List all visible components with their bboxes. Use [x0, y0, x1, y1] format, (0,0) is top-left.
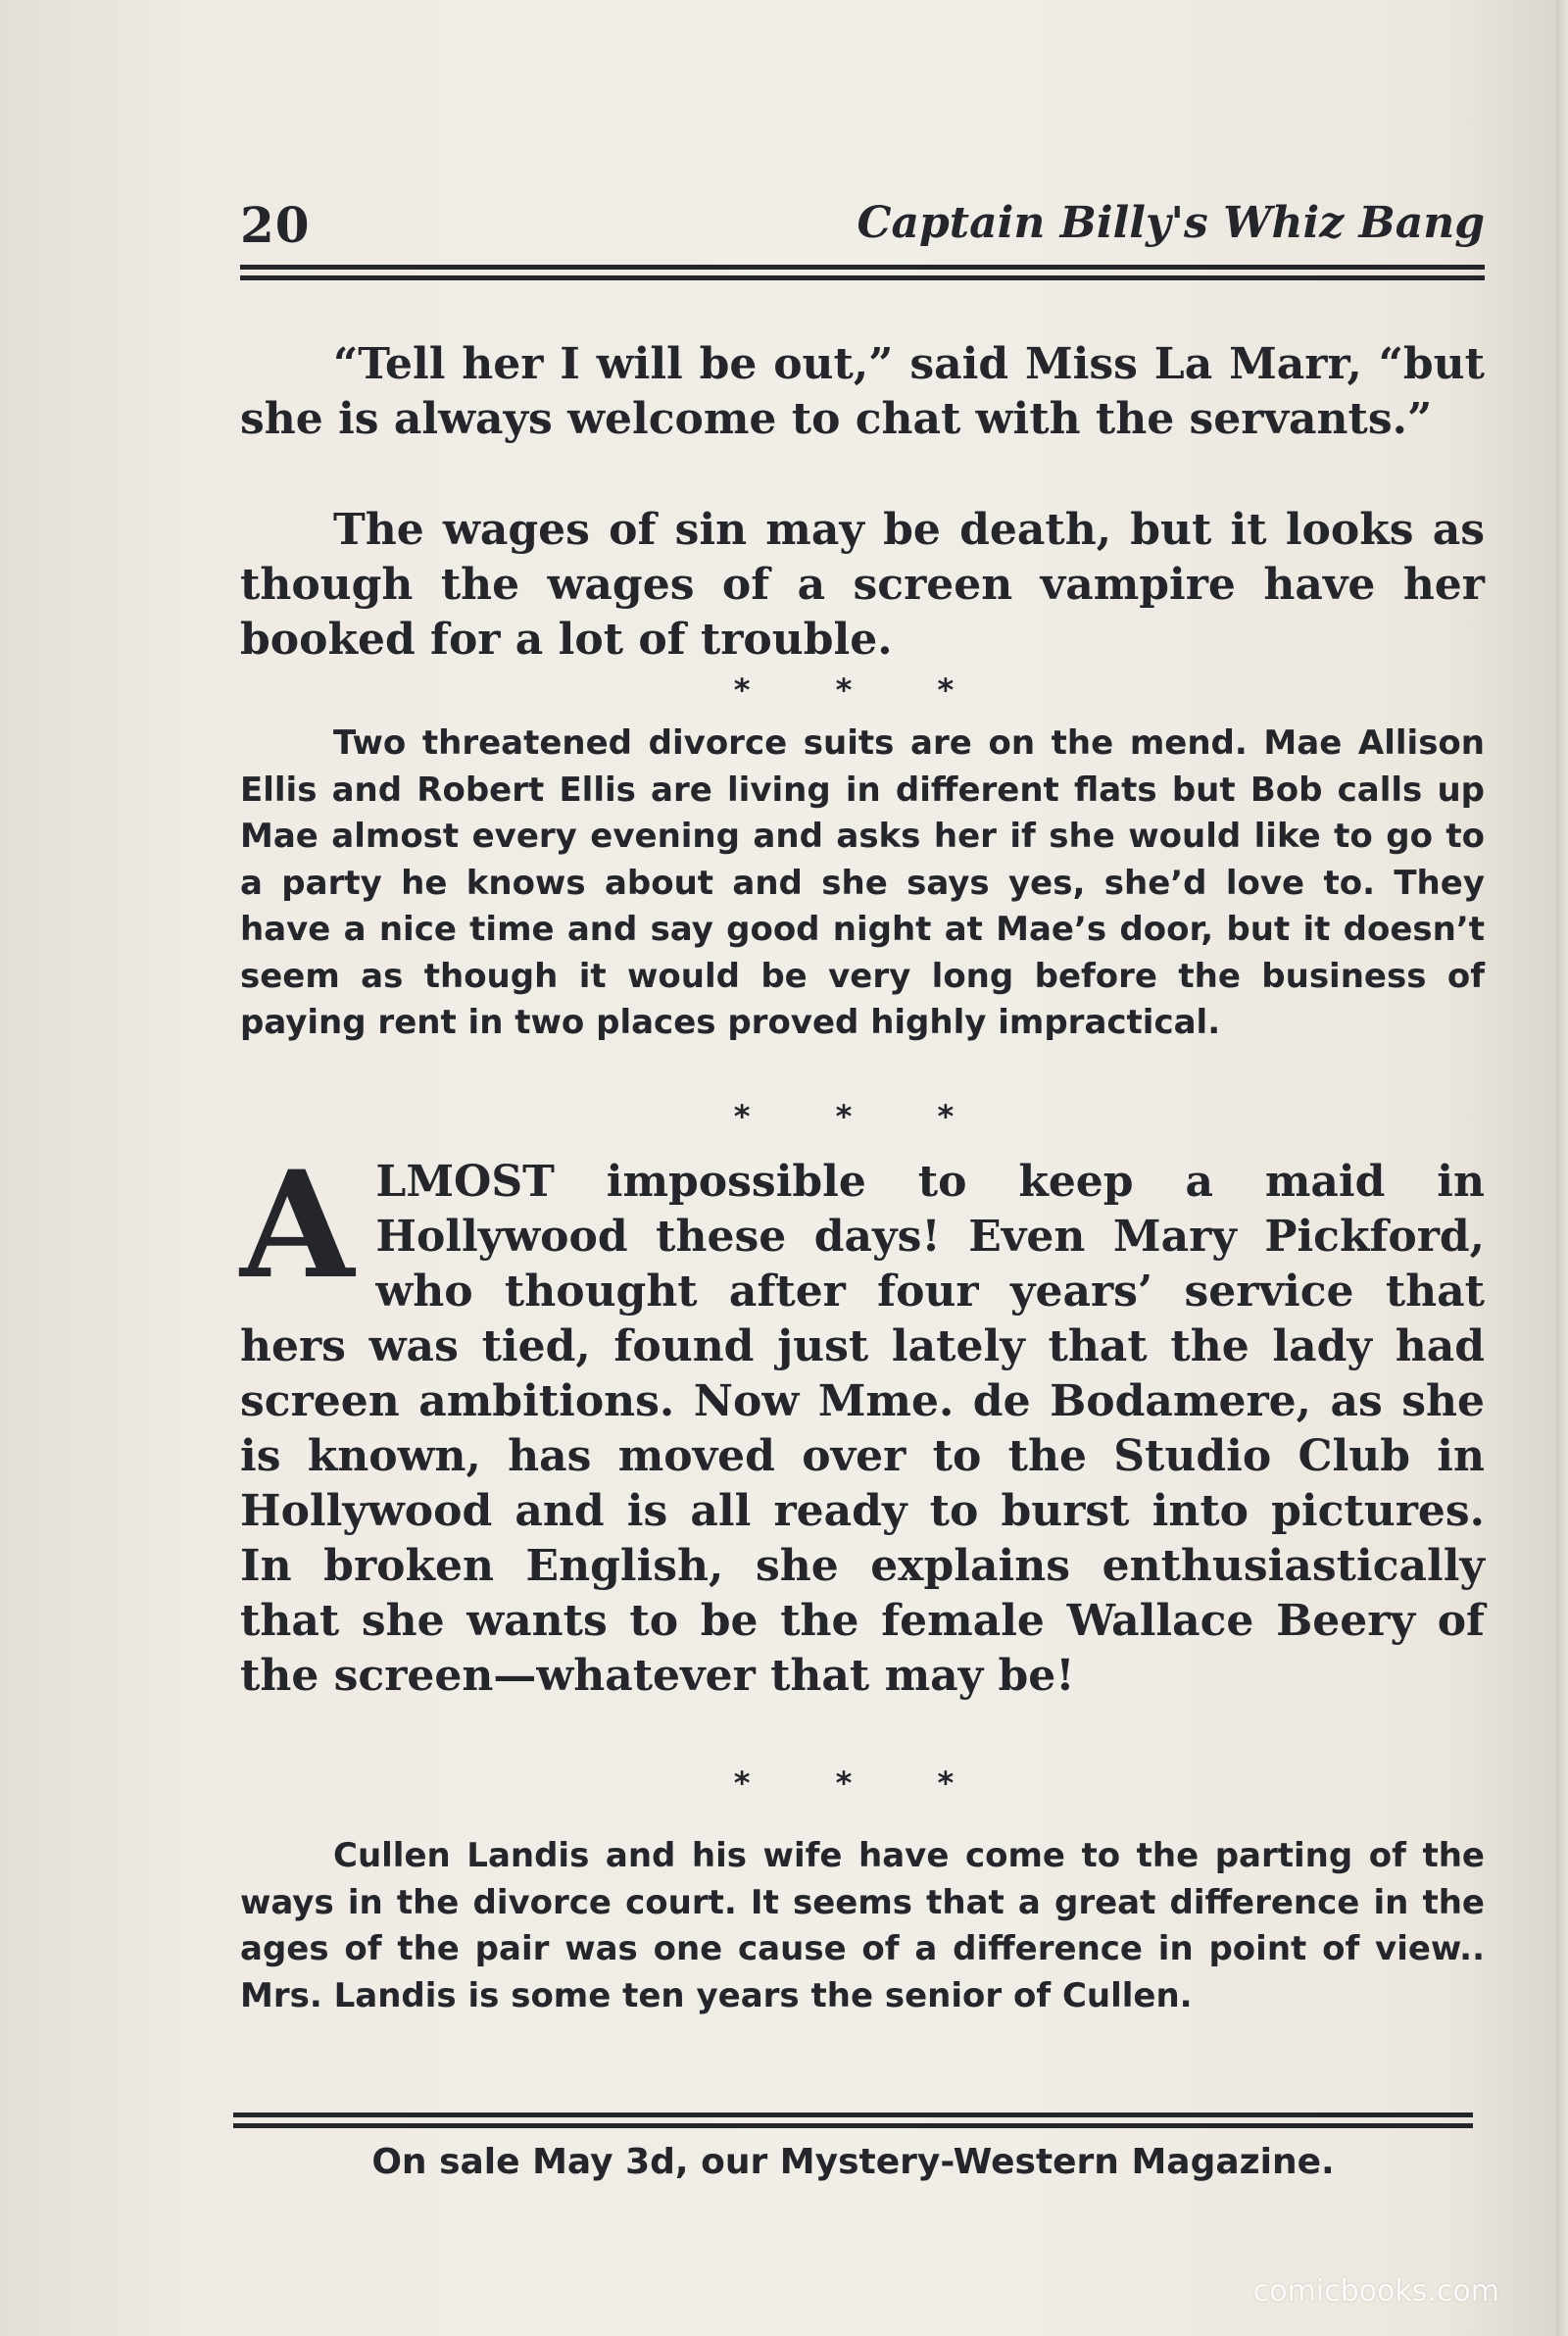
section-separator: * * * [733, 1764, 992, 1802]
header-double-rule [240, 265, 1485, 280]
paragraph-maid-hollywood-text: LMOST impossible to keep a maid in Hollywood these days! Even Mary Pickford, who thought after four years’ service that hers was tied, found just lately that the lady had screen ambitions. Now Mme. de Bodamere, as she is known, has moved over to the Studio Club in Hollywood and is all ready to burst into pictures. In broken English, she explains enthusiastically that she wants to be the female Wallace Beery of the screen—whatever that may be! [240, 1157, 1485, 1701]
paragraph-ellis-divorce: Two threatened divorce suits are on the mend. Mae Allison Ellis and Robert Ellis are living in different flats but Bob calls up Mae almost every evening and asks her if she would like to go to a party he knows about and she says yes, she’d love to. They have a nice time and say good night at Mae’s door, but it doesn’t seem as though it would be very long before the business of paying rent in two places proved highly impractical. [240, 723, 1485, 1042]
section-separator: * * * [733, 1098, 992, 1135]
running-title: Captain Billy's Whiz Bang [857, 198, 1485, 248]
page-edge [1556, 0, 1568, 2336]
watermark: comicbooks.com [1252, 2274, 1499, 2309]
paragraph-wages-of-sin: The wages of sin may be death, but it looks as though the wages of a screen vampire have her booked for a lot of trouble. [240, 505, 1485, 665]
drop-cap: A [240, 1139, 355, 1312]
paragraph-landis-divorce: Cullen Landis and his wife have come to the parting of the ways in the divorce court. It seems that a great difference in the ages of the pair was one cause of a difference in point of view.. Mrs. Landis is some ten years the senior of Cullen. [240, 1836, 1485, 2015]
footer-advertisement: On sale May 3d, our Mystery-Western Magazine. [371, 2142, 1335, 2182]
paragraph-la-marr-quote: “Tell her I will be out,” said Miss La Marr, “but she is always welcome to chat with the servants.” [240, 339, 1485, 444]
paragraph-maid-hollywood [240, 1139, 1485, 1704]
page-header [240, 196, 1485, 255]
section-separator: * * * [733, 671, 992, 709]
page-number: 20 [240, 196, 311, 254]
footer-double-rule [233, 2112, 1473, 2128]
